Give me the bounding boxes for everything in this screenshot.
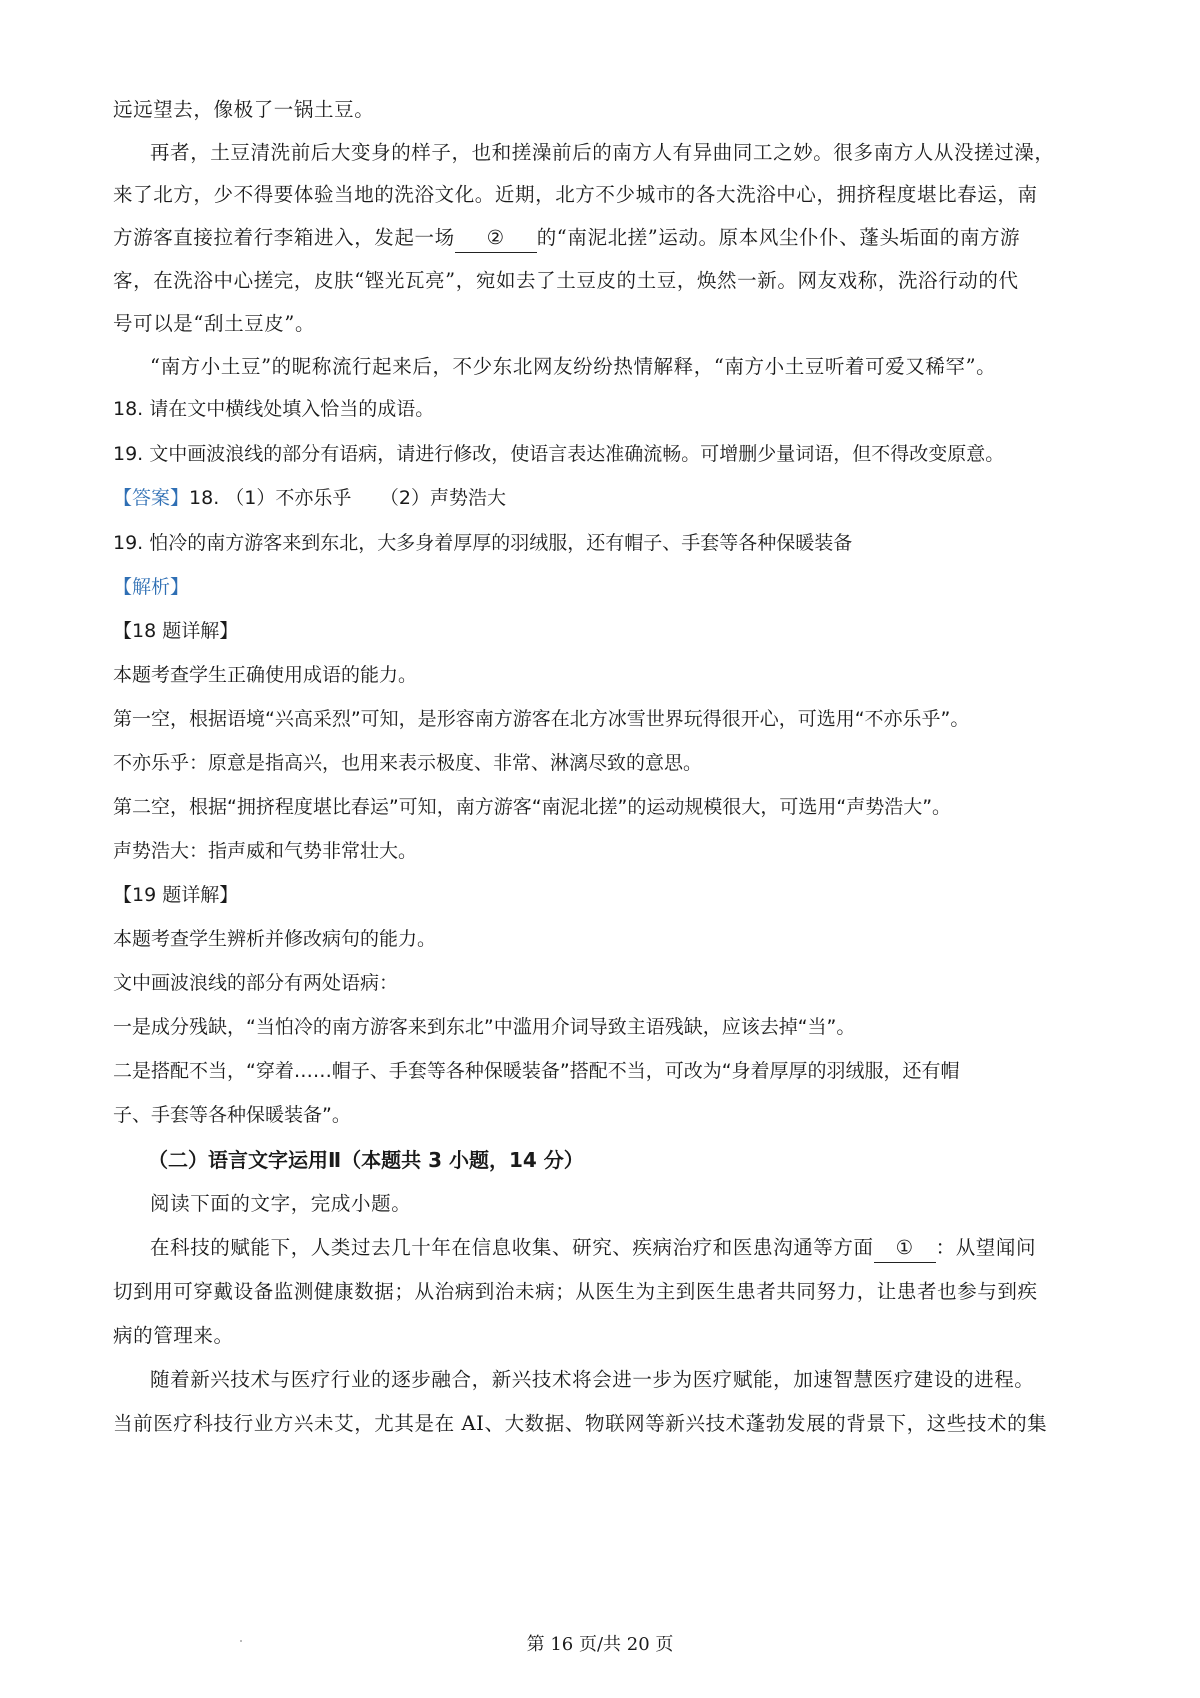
analysis-line: 第二空，根据“拥挤程度堪比春运”可知，南方游客“南泥北搓”的运动规模很大，可选用“声势浩大”。 bbox=[113, 796, 952, 818]
analysis-line: 声势浩大：指声威和气势非常壮大。 bbox=[113, 840, 418, 862]
analysis-line: 第一空，根据语境“兴高采烈”可知，是形容南方游客在北方冰雪世界玩得很开心，可选用“不亦乐乎”。 bbox=[113, 708, 970, 730]
detail-19-title: 【19 题详解】 bbox=[113, 884, 239, 906]
answer-label: 【答案】 bbox=[113, 487, 190, 509]
fill-blank-2: ② bbox=[455, 224, 537, 253]
passage-text: 方游客直接拉着行李箱进入，发起一场 bbox=[113, 226, 455, 249]
analysis-label: 【解析】 bbox=[113, 576, 190, 598]
analysis-line: 一是成分残缺，“当怕冷的南方游客来到东北”中滥用介词导致主语残缺，应该去掉“当”。 bbox=[113, 1016, 856, 1038]
answer-19: 19. 怕冷的南方游客来到东北，大多身着厚厚的羽绒服，还有帽子、手套等各种保暖装备 bbox=[113, 532, 853, 554]
section-intro: 阅读下面的文字，完成小题。 bbox=[150, 1192, 412, 1215]
passage-line: 切到用可穿戴设备监测健康数据；从治病到治未病；从医生为主到医生患者共同努力，让患者也参与到疾 bbox=[113, 1280, 1038, 1303]
passage-line bbox=[150, 1234, 1036, 1263]
analysis-line: 文中画波浪线的部分有两处语病： bbox=[113, 972, 399, 994]
analysis-line: 子、手套等各种保暖装备”。 bbox=[113, 1104, 351, 1126]
passage-line: 号可以是“刮土豆皮”。 bbox=[113, 312, 316, 335]
section-heading: （二）语言文字运用Ⅱ（本题共 3 小题，14 分） bbox=[148, 1148, 584, 1172]
passage-line: “南方小土豆”的昵称流行起来后，不少东北网友纷纷热情解释，“南方小土豆听着可爱又稀罕”。 bbox=[150, 355, 997, 378]
passage-line: 当前医疗科技行业方兴未艾，尤其是在 AI、大数据、物联网等新兴技术蓬勃发展的背景下，这些技术的集 bbox=[113, 1412, 1048, 1435]
analysis-line: 本题考查学生辨析并修改病句的能力。 bbox=[113, 928, 437, 950]
passage-line: 来了北方，少不得要体验当地的洗浴文化。近期，北方不少城市的各大洗浴中心，拥挤程度堪比春运，南 bbox=[113, 183, 1038, 206]
fill-blank-1: ① bbox=[874, 1234, 936, 1263]
answer-18: 18. （1）不亦乐乎 （2）声势浩大 bbox=[189, 487, 506, 509]
passage-text: 在科技的赋能下，人类过去几十年在信息收集、研究、疾病治疗和医患沟通等方面 bbox=[150, 1236, 874, 1259]
analysis-line: 不亦乐乎：原意是指高兴，也用来表示极度、非常、淋漓尽致的意思。 bbox=[113, 752, 703, 774]
passage-line bbox=[113, 224, 1020, 253]
passage-text: ：从望闻问 bbox=[935, 1236, 1037, 1259]
analysis-line: 二是搭配不当，“穿着……帽子、手套等各种保暖装备”搭配不当，可改为“身着厚厚的羽绒服，还有帽 bbox=[113, 1060, 960, 1082]
passage-line: 客，在洗浴中心搓完，皮肤“铿光瓦亮”，宛如去了土豆皮的土豆，焕然一新。网友戏称，洗浴行动的代 bbox=[113, 269, 1019, 292]
passage-line: 再者，土豆清洗前后大变身的样子，也和搓澡前后的南方人有异曲同工之妙。很多南方人从没搓过澡， bbox=[150, 141, 1055, 164]
analysis-line: 本题考查学生正确使用成语的能力。 bbox=[113, 664, 418, 686]
answer-line bbox=[113, 484, 506, 512]
passage-text: 的“南泥北搓”运动。原本风尘仆仆、蓬头垢面的南方游 bbox=[536, 226, 1021, 249]
question-18: 18. 请在文中横线处填入恰当的成语。 bbox=[113, 398, 435, 420]
detail-18-title: 【18 题详解】 bbox=[113, 620, 239, 642]
passage-line: 病的管理来。 bbox=[113, 1324, 234, 1347]
passage-line: 随着新兴技术与医疗行业的逐步融合，新兴技术将会进一步为医疗赋能，加速智慧医疗建设的进程。 bbox=[150, 1368, 1035, 1391]
question-19: 19. 文中画波浪线的部分有语病，请进行修改，使语言表达准确流畅。可增删少量词语，但不得改变原意。 bbox=[113, 443, 1005, 465]
page-footer: 第 16 页/共 20 页 bbox=[526, 1634, 674, 1655]
passage-line: 远远望去，像极了一锅土豆。 bbox=[113, 98, 375, 121]
